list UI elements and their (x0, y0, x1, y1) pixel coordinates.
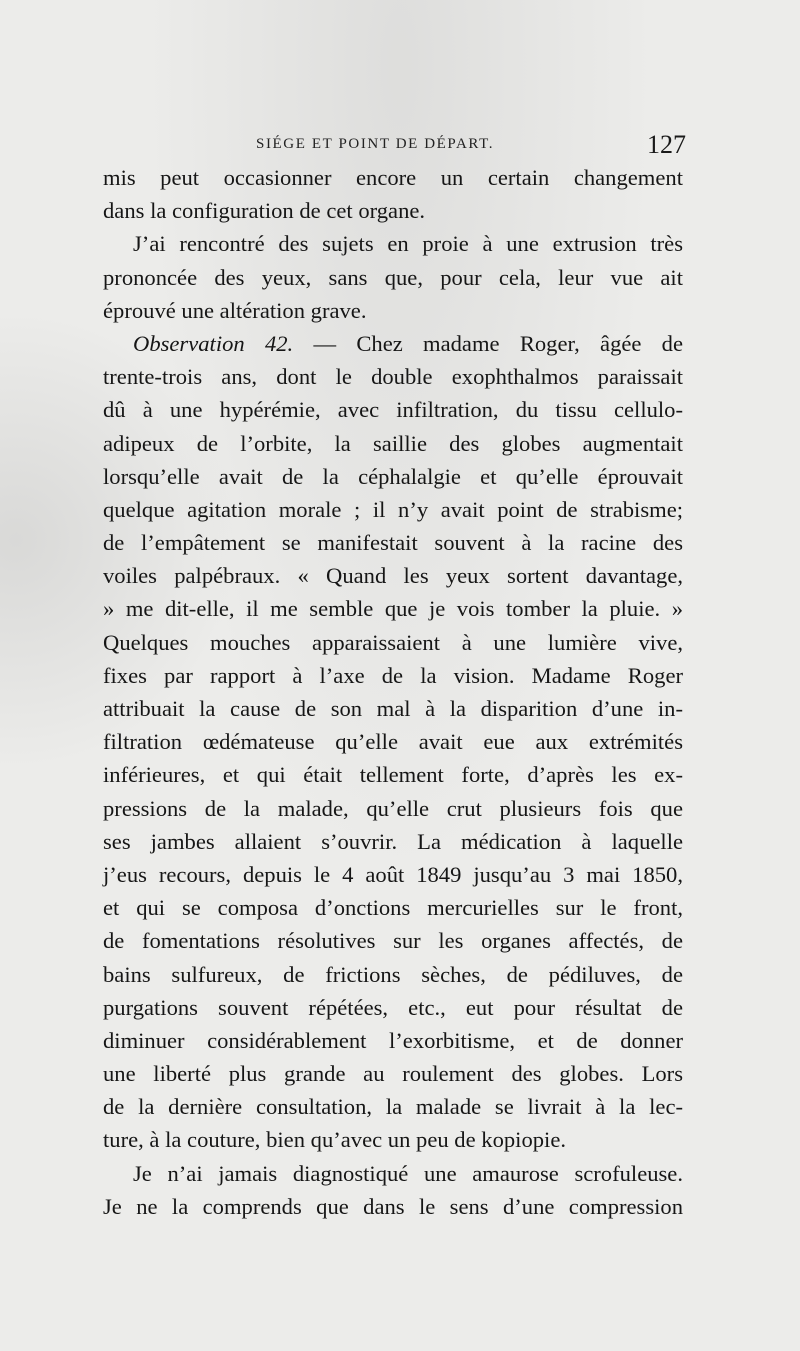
text-line: éprouvé une altération grave. (103, 297, 367, 323)
text-line: Je ne la comprends que dans le sens d’une compression (103, 1193, 683, 1219)
observation-label: Observation 42. (133, 330, 294, 356)
text-line: ture, à la couture, bien qu’avec un peu de kopiopie. (103, 1127, 566, 1153)
text-line: » me dit-elle, il me semble que je vois tomber la pluie. » (103, 596, 683, 622)
text-line: de fomentations résolutives sur les organes affectés, de (103, 928, 683, 954)
text-line: j’eus recours, depuis le 4 août 1849 jusqu’au 3 mai 1850, (103, 861, 683, 887)
text-line: dans la configuration de cet organe. (103, 198, 426, 224)
text-line: fixes par rapport à l’axe de la vision. Madame Roger (103, 662, 683, 688)
text-line: voiles palpébraux. « Quand les yeux sortent davantage, (103, 563, 683, 589)
text-line: de l’empâtement se manifestait souvent à la racine des (103, 530, 683, 556)
text-line: bains sulfureux, de frictions sèches, de pédiluves, de (103, 961, 683, 987)
text-line: inférieures, et qui était tellement forte, d’après les ex- (103, 762, 683, 788)
text-line: de la dernière consultation, la malade se livrait à la lec- (103, 1094, 683, 1120)
text-line: filtration œdémateuse qu’elle avait eue aux extrémités (103, 729, 683, 755)
text-line: mis peut occasionner encore un certain changement (103, 165, 683, 190)
text-line: trente-trois ans, dont le double exophthalmos paraissait (103, 364, 683, 390)
body-text (103, 161, 683, 1223)
text-line: adipeux de l’orbite, la saillie des globes augmentait (103, 430, 683, 456)
text-line: diminuer considérablement l’exorbitisme, et de donner (103, 1027, 683, 1053)
text-line: attribuait la cause de son mal à la disparition d’une in- (103, 696, 683, 721)
text-line: lorsqu’elle avait de la céphalalgie et qu’elle éprouvait (103, 463, 683, 489)
text-line: prononcée des yeux, sans que, pour cela, leur vue ait (103, 264, 683, 290)
observation-line (103, 327, 683, 360)
text-line: et qui se composa d’onctions mercurielles sur le front, (103, 895, 683, 921)
text-line: Je n’ai jamais diagnostiqué une amaurose scrofuleuse. (133, 1160, 683, 1186)
text-line: pressions de la malade, qu’elle crut plusieurs fois que (103, 795, 683, 821)
text-line: dû à une hypérémie, avec infiltration, du tissu cellulo- (103, 397, 683, 423)
running-title: SIÉGE ET POINT DE DÉPART. (256, 136, 495, 152)
page-header (104, 130, 686, 162)
text-line: une liberté plus grande au roulement des globes. Lors (103, 1061, 683, 1087)
text-line: ses jambes allaient s’ouvrir. La médication à laquelle (103, 828, 683, 854)
text-line: J’ai rencontré des sujets en proie à une extrusion très (133, 231, 683, 257)
observation-text: — Chez madame Roger, âgée de (293, 330, 684, 356)
page-number: 127 (647, 130, 686, 159)
text-line: quelque agitation morale ; il n’y avait point de strabisme; (103, 496, 683, 522)
text-line: purgations souvent répétées, etc., eut pour résultat de (103, 994, 683, 1020)
text-line: Quelques mouches apparaissaient à une lumière vive, (103, 629, 683, 655)
